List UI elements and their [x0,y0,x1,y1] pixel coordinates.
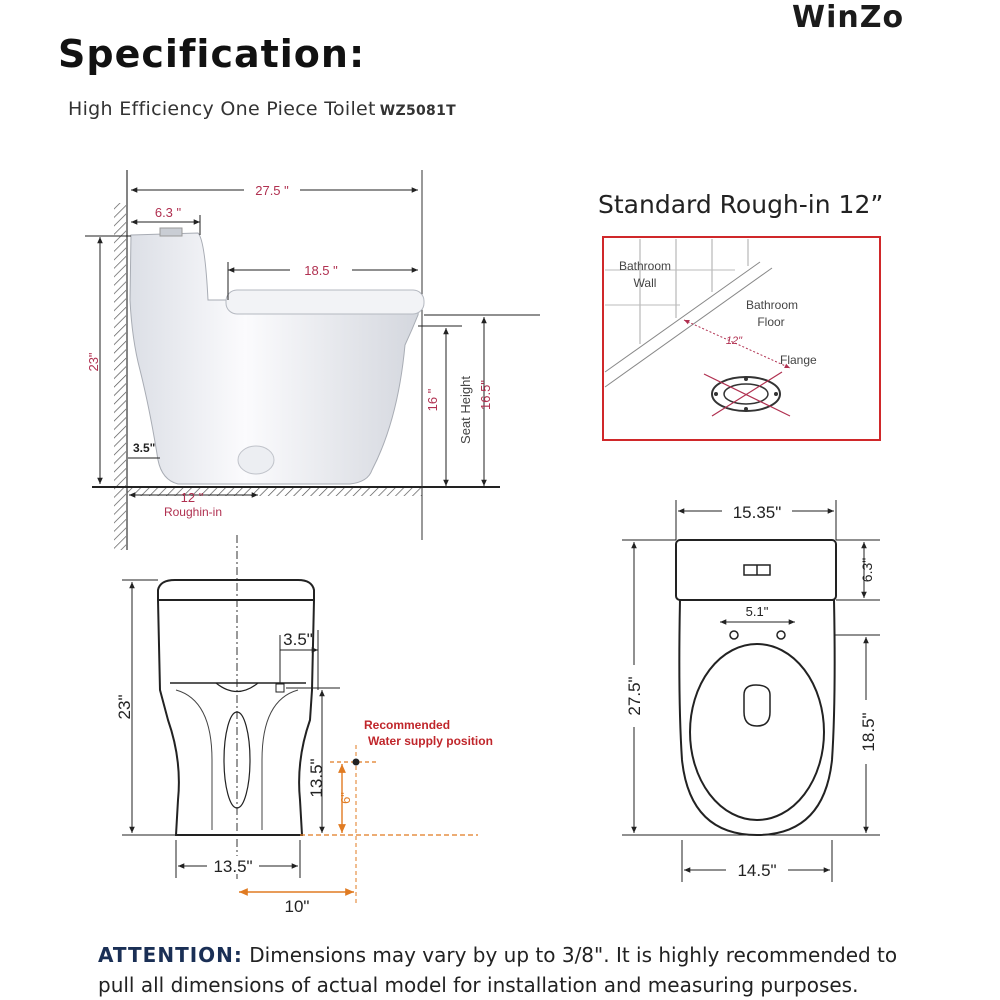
trapway-cap [238,446,274,474]
hinge-hole-left [730,631,738,639]
page-title: Specification: [58,32,366,76]
dim-side-overall-depth: 27.5 " [255,183,289,198]
dim-side-tank-depth: 6.3 " [154,205,182,220]
roughin-heading: Standard Rough-in 12” [598,190,884,219]
top-view [622,500,880,882]
dim-front-supply-range: 6" [338,792,353,804]
dim-side-bowl-height: 16 " [425,388,440,412]
attention-label: ATTENTION: [98,943,243,967]
dim-top-tank-width: 15.35" [732,503,782,522]
dim-top-bowl-width: 14.5" [737,861,777,880]
wall-hatch [114,203,126,550]
dim-top-bowl-depth: 18.5" [859,712,878,752]
supply-label-line2: Water supply position [368,734,493,748]
toilet-side-body [130,233,418,484]
hinge-hole-right [777,631,785,639]
dim-side-seat-height: 16.5" [478,380,493,410]
dim-front-supply-offset: 3.5" [283,630,313,649]
dim-side-seat-length: 18.5 " [304,263,338,278]
flange-label: Flange [780,353,817,367]
roughin-label: Roughin-in [163,505,223,519]
toilet-front-outline [158,580,314,835]
roughin-inset [603,237,880,440]
toilet-side-seat [226,290,424,314]
dim-top-tank-depth: 6.3" [859,557,875,583]
front-view [115,535,493,916]
dim-front-base-width: 13.5" [213,857,253,876]
bathroom-floor-label-line2: Floor [757,315,785,329]
brand-logo: WinZo [792,0,905,35]
side-view [85,170,540,550]
dim-front-supply-distance: 10" [284,897,310,916]
attention-text: Dimensions may vary by up to 3/8". It is highly recommended to pull all dimensions of actual model for installation and measuring purposes. [98,943,898,997]
flush-button [160,228,182,236]
model-number: WZ5081T [379,103,456,119]
dim-front-height: 23" [115,694,134,720]
dim-top-overall-depth: 27.5" [625,676,644,716]
bathroom-wall-label-line1: Bathroom [618,259,672,273]
dim-front-supply-height: 13.5" [307,758,326,798]
seat-top [690,644,824,820]
dim-side-roughin: 12 " [180,490,204,505]
dim-side-wall-gap: 3.5" [133,441,156,455]
drain-top [744,685,770,726]
supply-marker [276,684,284,692]
dim-side-height: 23" [86,352,101,372]
dim-top-hole-spacing: 5.1" [745,604,769,619]
product-name: High Efficiency One Piece Toilet [68,98,376,120]
attention-note [98,940,898,1000]
bathroom-wall-label-line2: Wall [633,276,657,290]
bathroom-floor-label-line1: Bathroom [745,298,799,312]
seat-height-label: Seat Height [458,376,473,444]
roughin-distance: 12" [725,335,743,347]
supply-label-line1: Recommended [364,718,451,732]
supply-point [353,759,360,766]
